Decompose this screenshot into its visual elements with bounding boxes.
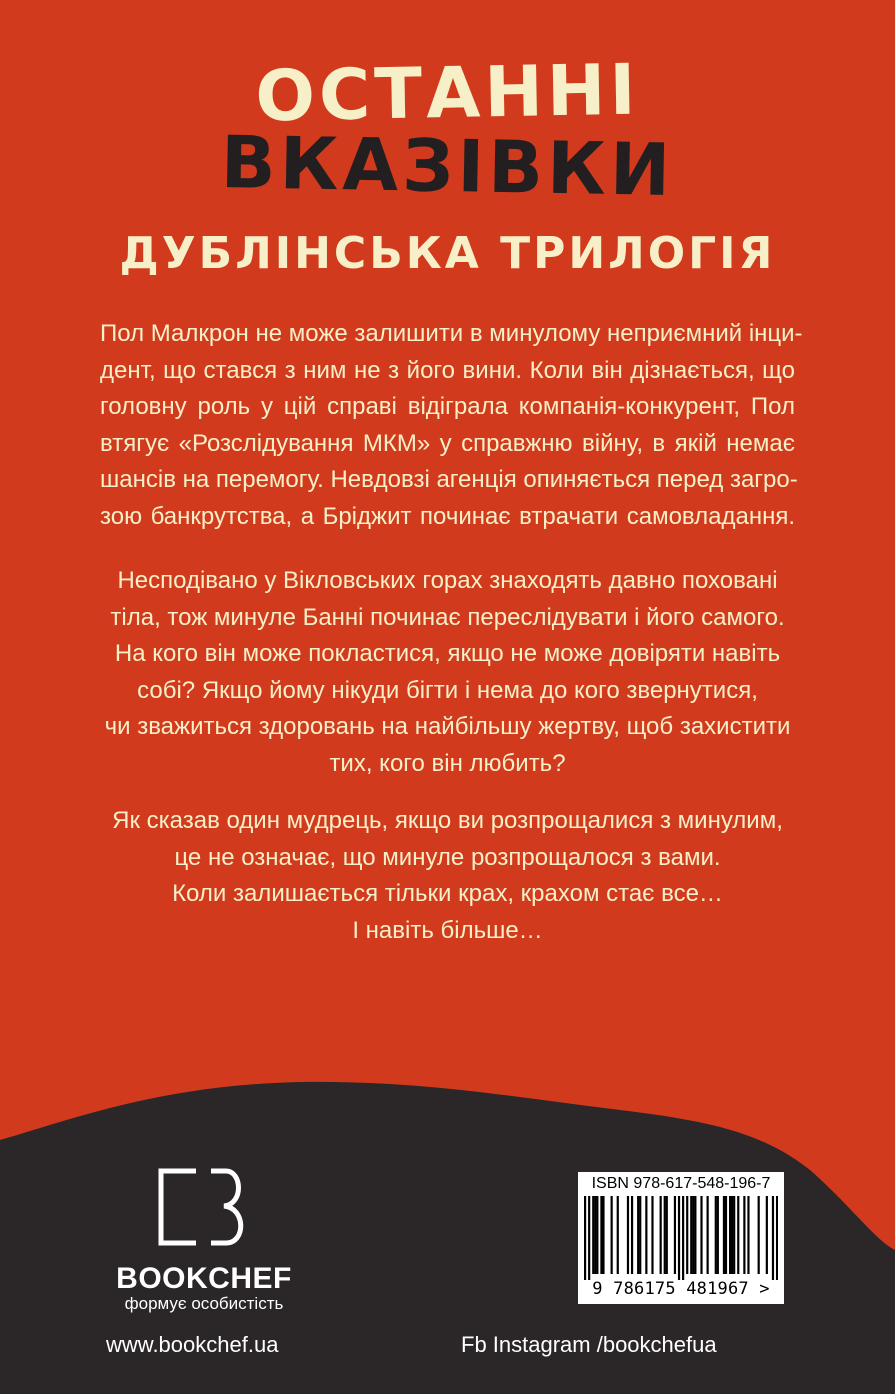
series-title: ДУБЛІНСЬКА ТРИЛОГІЯ [119, 228, 776, 279]
publisher-social: Fb Instagram /bookchefua [461, 1332, 717, 1357]
barcode-bar [627, 1196, 629, 1274]
blurb-line: головну роль у цій справі відіграла компанія-конкурент, Пол [100, 393, 795, 420]
blurb-line: втягує «Розслідування МКМ» у справжню війну, в якій немає [100, 429, 795, 457]
barcode-bar [723, 1196, 725, 1274]
barcode-bar [600, 1196, 602, 1274]
barcode-bar [776, 1196, 778, 1280]
blurb-line: І навіть більше… [352, 916, 543, 944]
barcode-bar [772, 1196, 774, 1280]
barcode-bar [731, 1196, 733, 1274]
barcode-bar [692, 1196, 694, 1274]
blurb-line: зою банкрутства, а Бріджит починає втрачати самовладання. [100, 502, 795, 530]
barcode-bar [637, 1196, 639, 1274]
barcode-bar [674, 1196, 676, 1274]
blurb-line: тих, кого він любить? [329, 749, 566, 777]
barcode-bar [690, 1196, 692, 1274]
barcode-bar [737, 1196, 739, 1274]
isbn-label: ISBN 978-617-548-196-7 [591, 1175, 771, 1192]
blurb-line: Пол Малкрон не може залишити в минулому неприємний інци- [100, 320, 803, 347]
barcode-bar [733, 1196, 735, 1274]
blurb-line: дент, що стався з ним не з його вини. Коли він дізнається, що [100, 356, 795, 384]
barcode-bar [602, 1196, 604, 1274]
title-line-1: ОСТАННІ [254, 48, 641, 138]
barcode-bar [758, 1196, 760, 1274]
bookchef-b-logo-icon [156, 1166, 252, 1248]
barcode-bars [584, 1196, 778, 1280]
barcode-bar [617, 1196, 619, 1274]
barcode-bar [707, 1196, 709, 1274]
barcode-bar [611, 1196, 613, 1274]
publisher-website[interactable]: www.bookchef.ua [106, 1332, 279, 1357]
blurb-line: Коли залишається тільки крах, крахом стає все… [172, 880, 723, 907]
publisher-slogan: формує особистість [124, 1294, 284, 1313]
barcode-bar [686, 1196, 688, 1274]
blurb-line: тіла, тож минуле Банні починає переслідувати і його самого. [110, 603, 785, 631]
barcode-bar [715, 1196, 717, 1274]
barcode-bar [592, 1196, 594, 1274]
blurb-line: На кого він може покластися, якщо не може довіряти навіть [114, 640, 781, 667]
blurb-line: Несподівано у Вікловських горах знаходять давно поховані [117, 567, 778, 594]
blurb-line: чи зважиться здоровань на найбільшу жертву, щоб захистити [104, 713, 791, 740]
barcode-bar [729, 1196, 731, 1274]
barcode-bar [666, 1196, 668, 1274]
blurb-line: Як сказав один мудрець, якщо ви розпрощалися з минулим, [112, 807, 783, 834]
blurb-line: шансів на перемогу. Невдовзі агенція опиняється перед загро- [100, 466, 798, 493]
barcode-digits: 9 786175 481967 > [592, 1279, 770, 1299]
barcode-bar [660, 1196, 662, 1274]
barcode-bar [664, 1196, 666, 1274]
barcode-bar [725, 1196, 727, 1274]
barcode-bar [717, 1196, 719, 1274]
blurb-line: собі? Якщо йому нікуди бігти і нема до кого звернутися, [137, 676, 758, 704]
barcode-bar [678, 1196, 680, 1280]
title-line-2: ВКАЗІВКИ [220, 120, 675, 212]
barcode-bar [596, 1196, 598, 1274]
barcode-bar [584, 1196, 586, 1280]
barcode-bar [700, 1196, 702, 1274]
isbn-barcode [578, 1172, 784, 1304]
barcode-bar [743, 1196, 745, 1274]
barcode-bar [694, 1196, 696, 1274]
barcode-bar [639, 1196, 641, 1274]
barcode-bar [631, 1196, 633, 1274]
barcode-bar [651, 1196, 653, 1274]
barcode-bar [594, 1196, 596, 1274]
publisher-logo [104, 1166, 304, 1316]
barcode-bar [766, 1196, 768, 1274]
publisher-name: BOOKCHEF [116, 1262, 292, 1295]
blurb-line: це не означає, що минуле розпрощалося з вами. [174, 843, 721, 871]
barcode-bar [588, 1196, 590, 1280]
barcode-bar [682, 1196, 684, 1280]
barcode-bar [747, 1196, 749, 1274]
barcode-bar [645, 1196, 647, 1274]
